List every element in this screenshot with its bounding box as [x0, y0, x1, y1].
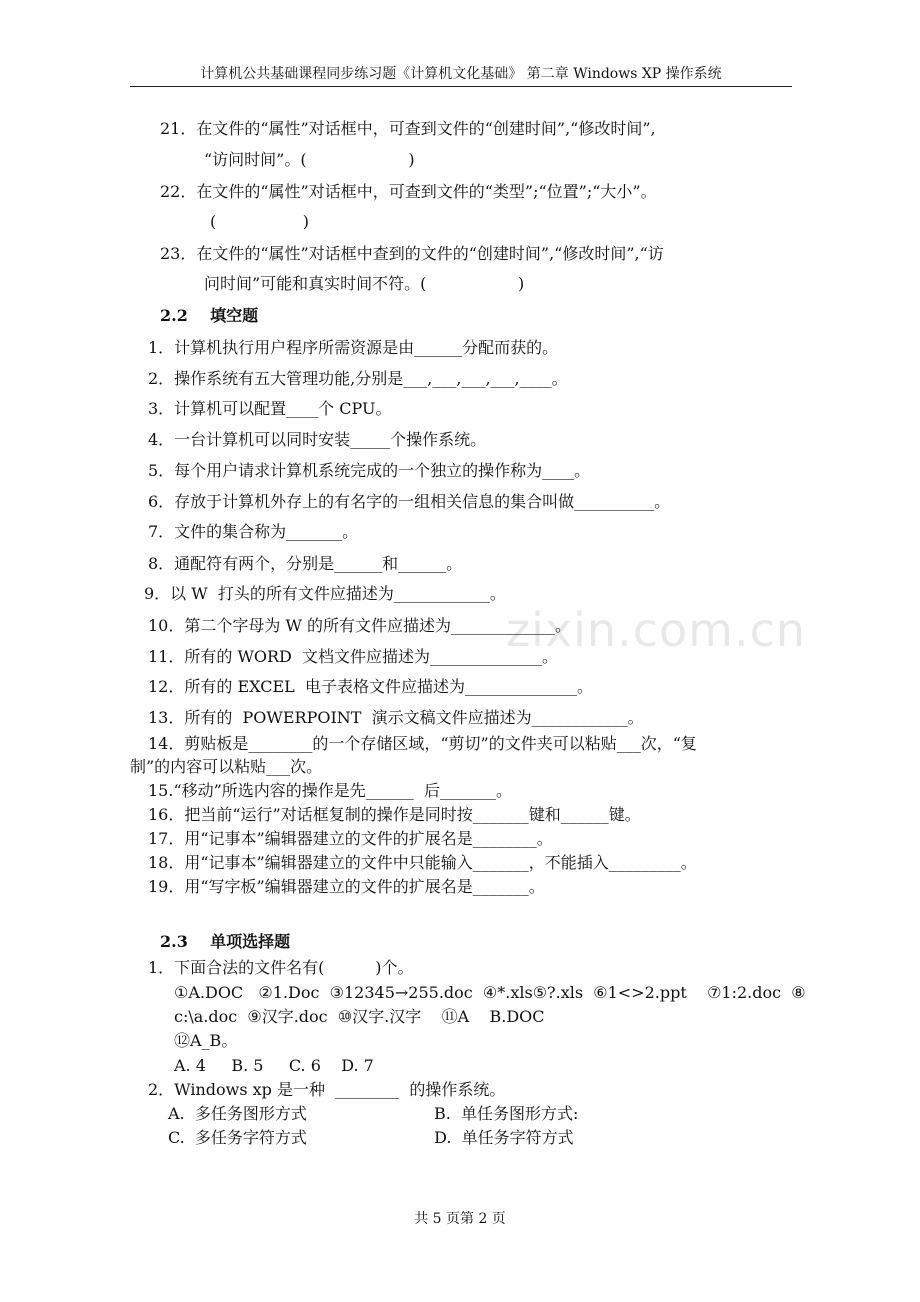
fill-question-7: 7．文件的集合称为_______。	[148, 522, 359, 541]
fill-question-18: 18．用“记事本”编辑器建立的文件中只能输入_______，不能插入_________。	[148, 853, 697, 872]
fill-question-11: 11．所有的 WORD 文档文件应描述为______________。	[148, 647, 559, 666]
page-footer: 共 5 页第 2 页	[414, 1211, 506, 1227]
question-22-line-2: ( )	[210, 212, 309, 231]
fill-question-5: 5．每个用户请求计算机系统完成的一个独立的操作称为____。	[148, 461, 591, 480]
fill-question-4: 4．一台计算机可以同时安装_____个操作系统。	[148, 430, 487, 449]
fill-question-17: 17．用“记事本”编辑器建立的文件的扩展名是________。	[148, 829, 553, 848]
fill-question-1: 1．计算机执行用户程序所需资源是由______分配而获的。	[148, 338, 559, 357]
fill-question-14-line-2: 制”的内容可以粘贴___次。	[130, 757, 323, 776]
fill-question-10: 10．第二个字母为 W 的所有文件应描述为_____________。	[148, 616, 571, 635]
watermark: zixin.com.cn	[506, 603, 807, 657]
fill-question-2: 2．操作系统有五大管理功能,分别是___,___,___,___,____。	[148, 369, 568, 388]
question-23-line-1: 23．在文件的“属性”对话框中查到的文件的“创建时间”,“修改时间”,“访	[160, 244, 664, 263]
choice-question-2-options-ab: A. 多任务图形方式 B. 单任务图形方式:	[168, 1104, 579, 1123]
choice-question-2: 2．Windows xp 是一种 ________ 的操作系统。	[148, 1080, 506, 1099]
fill-question-19: 19．用“写字板”编辑器建立的文件的扩展名是_______。	[148, 877, 545, 896]
fill-question-13: 13．所有的 POWERPOINT 演示文稿文件应描述为____________。	[148, 708, 644, 727]
fill-question-3: 3．计算机可以配置____个 CPU。	[148, 399, 392, 418]
choice-question-1: 1．下面合法的文件名有( )个。	[148, 958, 414, 977]
fill-question-14-line-1: 14．剪贴板是________的一个存储区域，“剪切”的文件夹可以粘贴___次，“复	[148, 734, 697, 753]
fill-question-12: 12．所有的 EXCEL 电子表格文件应描述为______________。	[148, 677, 593, 696]
question-23-line-2: 问时间”可能和真实时间不符。( )	[204, 274, 525, 293]
page-header: 计算机公共基础课程同步练习题《计算机文化基础》 第二章 Windows XP 操作系统	[200, 66, 722, 82]
choice-question-1-items-1: ①A.DOC ②1.Doc ③12345→255.doc ④*.xls⑤?.xls ⑥1<>2.ppt ⑦1:2.doc ⑧	[174, 983, 806, 1002]
question-21-line-2: “访问时间”。( )	[204, 150, 415, 169]
choice-question-1-items-2: c:\a.doc ⑨汉字.doc ⑩汉字.汉字 ⑪A B.DOC	[174, 1007, 545, 1026]
question-21-line-1: 21．在文件的“属性”对话框中，可查到文件的“创建时间”,“修改时间”,	[160, 119, 656, 138]
question-22-line-1: 22．在文件的“属性”对话框中，可查到文件的“类型”;“位置”;“大小”。	[160, 182, 657, 201]
choice-question-1-options: A. 4 B. 5 C. 6 D. 7	[174, 1056, 374, 1075]
fill-question-8: 8．通配符有两个，分别是______和______。	[148, 554, 463, 573]
section-2-2-heading: 2.2 填空题	[160, 306, 259, 325]
fill-question-16: 16．把当前“运行”对话框复制的操作是同时按_______键和______键。	[148, 805, 641, 824]
choice-question-1-items-3: ⑫A_B。	[174, 1031, 238, 1050]
fill-question-9: 9．以 W 打头的所有文件应描述为____________。	[144, 584, 506, 603]
fill-question-6: 6．存放于计算机外存上的有名字的一组相关信息的集合叫做__________。	[148, 492, 671, 511]
section-2-3-heading: 2.3 单项选择题	[160, 932, 291, 951]
header-rule	[130, 86, 792, 87]
fill-question-15: 15.“移动”所选内容的操作是先______ 后_______。	[148, 781, 512, 800]
choice-question-2-options-cd: C. 多任务字符方式 D. 单任务字符方式	[168, 1128, 574, 1147]
